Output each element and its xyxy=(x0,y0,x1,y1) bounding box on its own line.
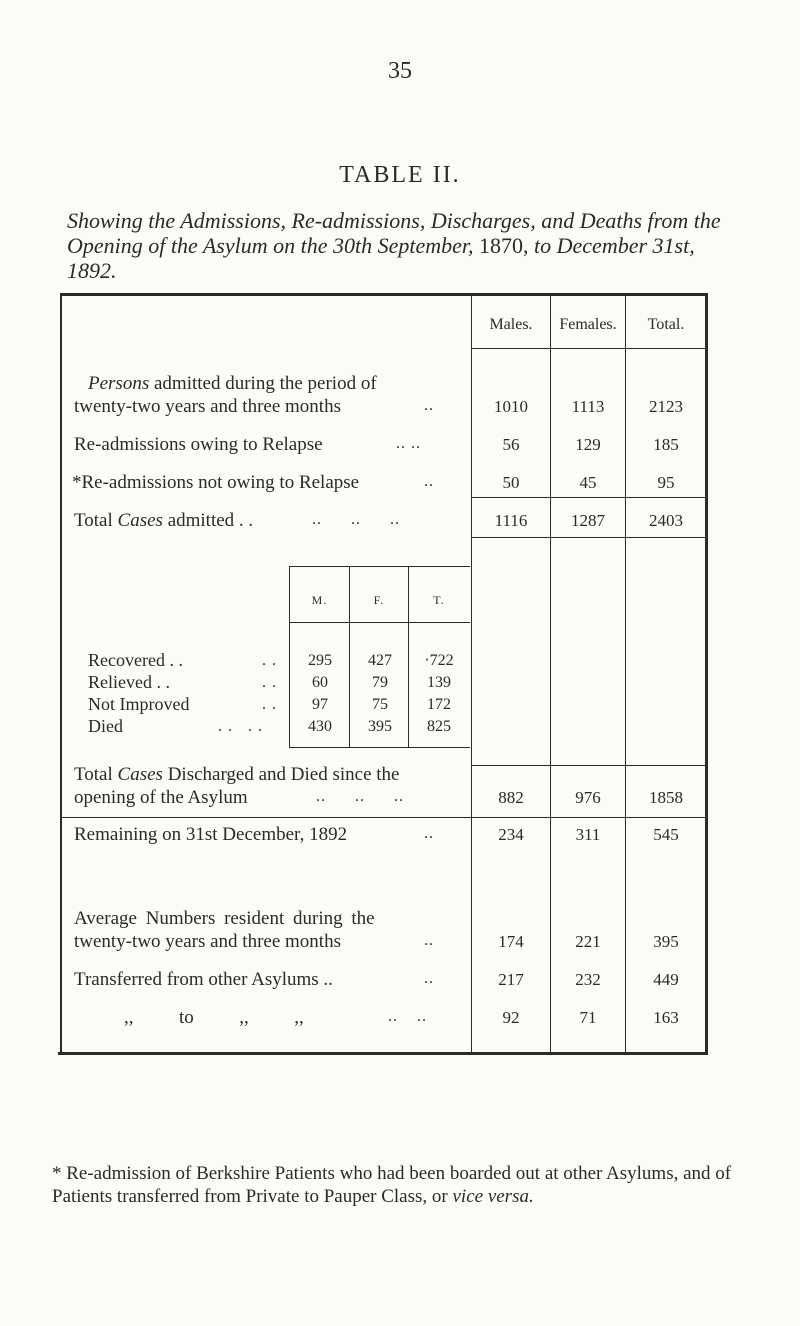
leader-dots: . . xyxy=(262,674,277,691)
leader-dots: .. xyxy=(424,473,434,490)
table-top-border xyxy=(60,293,708,296)
row-label: ,, to ,, ,, xyxy=(124,1007,304,1028)
footnote xyxy=(52,1162,752,1208)
leader-dots: . . xyxy=(262,652,277,669)
cell-total: 95 xyxy=(657,473,675,492)
footnote-text: * Re-admission of Berkshire Patients who had been boarded out at other Asylums, and of Patients transferred from Private to Pauper Class, or xyxy=(52,1163,732,1207)
table-bottom-border xyxy=(58,1052,708,1055)
cell-males: 50 xyxy=(502,473,520,492)
row-label: Transferred from other Asylums .. xyxy=(74,969,333,990)
sub-cell-m: 97 xyxy=(312,696,328,713)
leader-dots: . . . . xyxy=(218,718,263,735)
table-left-border xyxy=(60,293,62,1055)
remaining-top-rule xyxy=(472,765,706,766)
row-label-cont: twenty-two years and three months xyxy=(74,931,341,952)
sub-cell-f: 427 xyxy=(368,652,392,669)
sub-row-label: Recovered . . xyxy=(88,650,183,670)
cell-females: 1287 xyxy=(571,511,605,530)
total-admitted-under-rule xyxy=(472,537,706,538)
sub-row-label: Relieved . . xyxy=(88,672,170,692)
leader-dots: .. .. .. xyxy=(316,788,404,805)
cell-males: 217 xyxy=(498,970,524,989)
total-admitted-rule xyxy=(472,497,706,498)
row-label xyxy=(88,372,377,396)
cell-total: 545 xyxy=(653,825,679,844)
row-label-text: Total xyxy=(74,510,113,531)
cell-total: 449 xyxy=(653,970,679,989)
cell-females: 221 xyxy=(575,932,601,951)
cell-males: 92 xyxy=(502,1008,520,1027)
cell-females: 129 xyxy=(575,435,601,454)
leader-dots: .. .. .. xyxy=(312,511,400,528)
sub-header-f: F. xyxy=(373,593,385,607)
cell-males: 56 xyxy=(502,435,520,454)
sub-header-m: M. xyxy=(311,593,328,607)
leader-dots: .. xyxy=(424,825,434,842)
sub-table-top xyxy=(289,566,470,567)
cell-males: 1116 xyxy=(494,511,528,530)
cell-males: 174 xyxy=(498,932,524,951)
cell-males: 882 xyxy=(498,788,524,807)
row-label-text: admitted . . xyxy=(167,510,254,531)
subtitle-part3: to December 31st, 1892. xyxy=(67,233,695,283)
sub-cell-m: 430 xyxy=(308,718,332,735)
subtitle-year: 1870, xyxy=(479,233,529,258)
row-label xyxy=(74,763,399,787)
leader-dots: .. .. xyxy=(388,1008,427,1025)
row-label: *Re-admissions not owing to Relapse xyxy=(72,472,360,493)
cell-total: 163 xyxy=(653,1008,679,1027)
sub-row-label: Died xyxy=(88,716,123,736)
cell-females: 976 xyxy=(575,788,601,807)
cell-females: 311 xyxy=(575,825,601,844)
row-label-italic: Persons xyxy=(88,373,150,394)
table-title: TABLE II. xyxy=(339,162,461,188)
row-label-text: admitted during the period of xyxy=(153,373,377,394)
row-label xyxy=(74,509,253,533)
row-label-cont: opening of the Asylum xyxy=(74,787,248,808)
sub-header-t: T. xyxy=(433,593,445,607)
cell-total: 2123 xyxy=(649,397,683,416)
subtitle-part1: Showing the Admissions, Re-admissions, Discharges, and Deaths from the Opening of the Asylum on the 30th September, xyxy=(67,208,721,258)
sub-row-label: Not Improved xyxy=(88,694,190,714)
row-label-text: Total xyxy=(74,764,113,785)
sub-table-bottom xyxy=(289,747,470,748)
sub-cell-t: 825 xyxy=(427,718,451,735)
cell-males: 1010 xyxy=(494,397,528,416)
row-label-italic: Cases xyxy=(117,510,163,531)
sub-cell-f: 79 xyxy=(372,674,388,691)
leader-dots: .. xyxy=(424,397,434,414)
row-label: Average Numbers resident during the xyxy=(74,908,375,929)
row-label: Re-admissions owing to Relapse xyxy=(74,434,323,455)
cell-females: 232 xyxy=(575,970,601,989)
cell-females: 1113 xyxy=(571,397,605,416)
cell-females: 71 xyxy=(579,1008,597,1027)
leader-dots: .. xyxy=(424,932,434,949)
sub-cell-m: 60 xyxy=(312,674,328,691)
row-label-italic: Cases xyxy=(117,764,163,785)
col-header-females: Females. xyxy=(559,316,617,333)
footnote-italic: vice versa. xyxy=(452,1186,534,1207)
cell-males: 234 xyxy=(498,825,524,844)
sub-cell-t: 172 xyxy=(427,696,451,713)
section-divider xyxy=(62,817,706,818)
leader-dots: .. xyxy=(424,970,434,987)
cell-total: 2403 xyxy=(649,511,683,530)
sub-cell-f: 75 xyxy=(372,696,388,713)
cell-total: 185 xyxy=(653,435,679,454)
leader-dots: . . xyxy=(262,696,277,713)
cell-total: 395 xyxy=(653,932,679,951)
header-rule xyxy=(472,348,706,349)
col-header-males: Males. xyxy=(489,316,533,333)
sub-cell-m: 295 xyxy=(308,652,332,669)
row-label-text: Discharged and Died since the xyxy=(167,764,400,785)
cell-females: 45 xyxy=(579,473,597,492)
sub-table-header-rule xyxy=(289,622,470,623)
row-label: Remaining on 31st December, 1892 xyxy=(74,824,348,845)
row-label-cont: twenty-two years and three months xyxy=(74,396,341,417)
cell-total: 1858 xyxy=(649,788,683,807)
sub-cell-f: 395 xyxy=(368,718,392,735)
sub-cell-t: 139 xyxy=(427,674,451,691)
table-subtitle xyxy=(67,208,747,283)
leader-dots: .. .. xyxy=(396,435,421,452)
col-header-total: Total. xyxy=(647,316,685,333)
page-number: 35 xyxy=(388,58,412,84)
sub-cell-t: ·722 xyxy=(424,652,454,669)
